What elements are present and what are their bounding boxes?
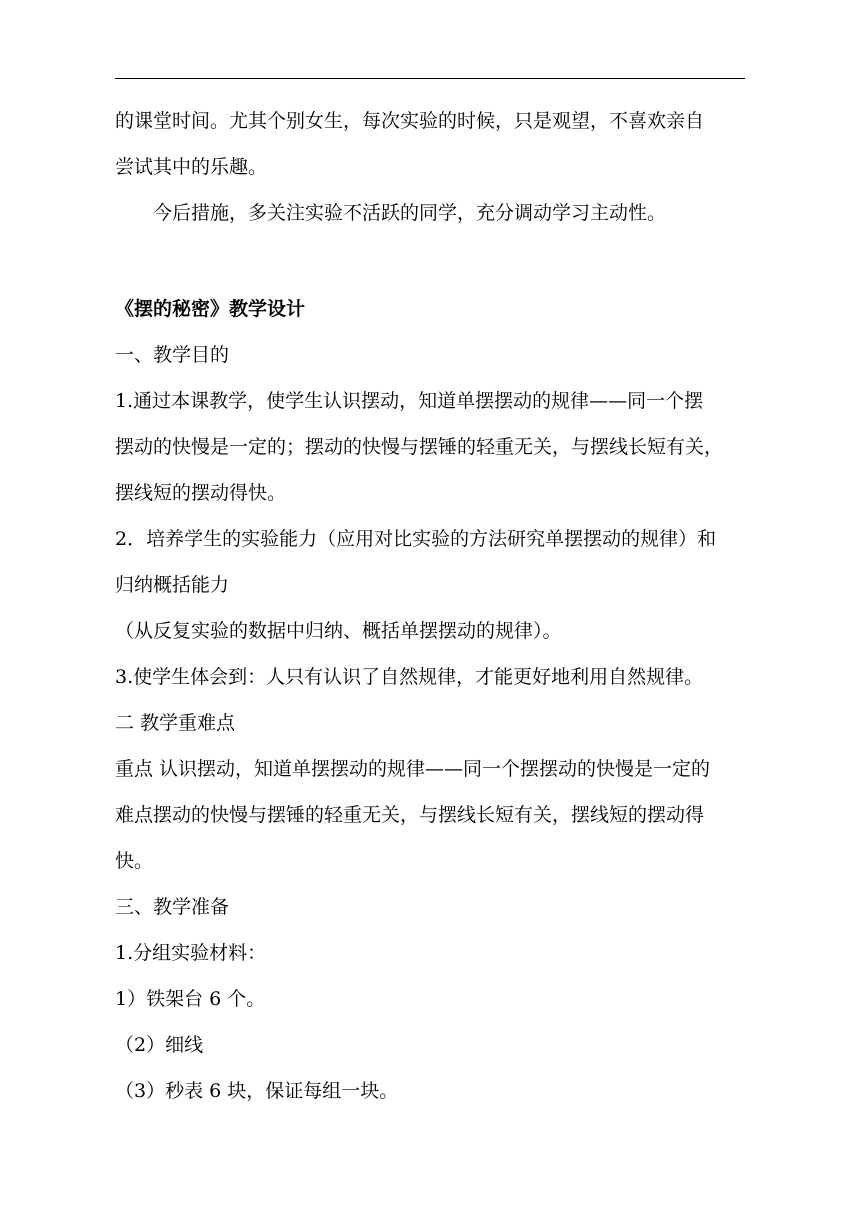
paragraph-line: 的课堂时间。尤其个别女生，每次实验的时候，只是观望，不喜欢亲自 <box>115 110 705 132</box>
section-heading: 一、教学目的 <box>115 344 230 366</box>
section-title: 《摆的秘密》教学设计 <box>115 298 306 320</box>
paragraph-line: 摆动的快慢是一定的；摆动的快慢与摆锤的轻重无关，与摆线长短有关， <box>115 436 724 458</box>
list-item: 1.分组实验材料： <box>115 942 267 964</box>
paragraph-line: 2．培养学生的实验能力（应用对比实验的方法研究单摆摆动的规律）和 <box>115 528 717 550</box>
paragraph-line: 摆线短的摆动得快。 <box>115 482 287 504</box>
header-rule <box>115 78 745 79</box>
paragraph-line: 今后措施，多关注实验不活跃的同学，充分调动学习主动性。 <box>153 202 667 224</box>
paragraph-line: 快。 <box>115 850 154 872</box>
paragraph-line: （从反复实验的数据中归纳、概括单摆摆动的规律）。 <box>115 620 562 642</box>
paragraph-line: 尝试其中的乐趣。 <box>115 156 268 178</box>
section-heading: 二 教学重难点 <box>115 712 236 734</box>
paragraph-line: 重点 认识摆动，知道单摆摆动的规律——同一个摆摆动的快慢是一定的 <box>115 758 711 780</box>
list-item: 1）铁架台 6 个。 <box>115 988 266 1010</box>
paragraph-line: 1.通过本课教学，使学生认识摆动，知道单摆摆动的规律——同一个摆 <box>115 390 704 412</box>
paragraph-line: 难点摆动的快慢与摆锤的轻重无关，与摆线长短有关，摆线短的摆动得 <box>115 804 705 826</box>
paragraph-line: 3.使学生体会到：人只有认识了自然规律，才能更好地利用自然规律。 <box>115 666 704 688</box>
section-heading: 三、教学准备 <box>115 896 230 918</box>
list-item: （3）秒表 6 块，保证每组一块。 <box>115 1080 399 1102</box>
document-body <box>115 108 755 1104</box>
list-item: （2）细线 <box>115 1034 204 1056</box>
paragraph-line: 归纳概括能力 <box>115 574 230 596</box>
